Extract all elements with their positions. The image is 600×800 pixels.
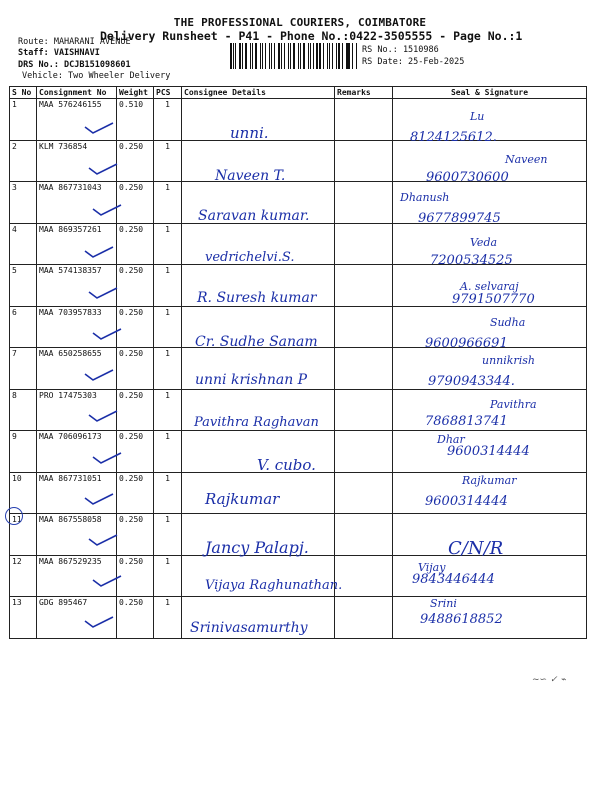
barcode-bar (313, 43, 314, 69)
runsheet-title: Delivery Runsheet - P41 - Phone No.:0422-3505555 - Page No.:1 (100, 29, 523, 43)
handwritten-signature-number: 7868813741 (425, 414, 508, 429)
col-pcs-header: PCS (154, 87, 182, 99)
row-weight: 0.250 (117, 472, 154, 514)
rs-date: RS Date: 25-Feb-2025 (362, 57, 465, 67)
check-mark-icon (92, 575, 122, 587)
handwritten-signature-number: 9600966691 (425, 336, 508, 351)
row-consignment-no: MAA 867731043 (37, 182, 117, 224)
route-text: Route: MAHARANI AVENUE (18, 37, 131, 47)
col-consignment-header: Consignment No (37, 87, 117, 99)
barcode-image (230, 43, 358, 69)
barcode-bar (329, 43, 330, 69)
row-consignment-no: MAA 574138357 (37, 265, 117, 307)
col-signature-header: Seal & Signature (393, 87, 587, 99)
handwritten-signature: unnikrish (482, 354, 535, 367)
row-remarks-cell (335, 389, 393, 431)
handwritten-signature: Lu (470, 110, 485, 123)
handwritten-signature: Dhar (437, 433, 465, 446)
row-pcs: 1 (154, 389, 182, 431)
row-sno: 10 (10, 472, 37, 514)
row-weight: 0.250 (117, 389, 154, 431)
handwritten-consignee-name: V. cubo. (257, 456, 316, 474)
row-pcs: 1 (154, 306, 182, 348)
row-remarks-cell (335, 431, 393, 473)
barcode-bar (242, 43, 243, 69)
barcode-bar (290, 43, 291, 69)
barcode-bar (250, 43, 252, 69)
handwritten-signature: Srini (430, 597, 457, 610)
handwritten-consignee-name: Naveen T. (215, 168, 286, 184)
handwritten-consignee-name: Pavithra Raghavan (194, 415, 319, 430)
row-consignment-no: GDG 895467 (37, 597, 117, 639)
row-sno: 5 (10, 265, 37, 307)
row-pcs: 1 (154, 514, 182, 556)
handwritten-consignee-name: R. Suresh kumar (197, 290, 317, 306)
row-weight: 0.250 (117, 555, 154, 597)
barcode-bar (281, 43, 282, 69)
row-pcs: 1 (154, 597, 182, 639)
row-weight: 0.250 (117, 223, 154, 265)
handwritten-signature-number: 9600730600 (426, 170, 509, 185)
handwritten-signature: Vijay (418, 561, 446, 574)
barcode-bar (260, 43, 261, 69)
row-consignment-no: MAA 869357261 (37, 223, 117, 265)
row-pcs: 1 (154, 223, 182, 265)
row-sno: 11 (10, 514, 37, 556)
row-sno: 4 (10, 223, 37, 265)
handwritten-consignee-name: Vijaya Raghunathan. (205, 578, 343, 593)
check-mark-icon (92, 328, 122, 340)
handwritten-signature-number: C/N/R (448, 538, 504, 559)
row-weight: 0.250 (117, 306, 154, 348)
row-sno: 3 (10, 182, 37, 224)
handwritten-signature: Naveen (505, 153, 548, 166)
barcode-bar (308, 43, 309, 69)
barcode-bar (293, 43, 295, 69)
row-sno: 13 (10, 597, 37, 639)
barcode-bar (274, 43, 276, 69)
drs-number: DRS No.: DCJB151098601 (18, 60, 131, 70)
barcode-bar (278, 43, 280, 69)
row-weight: 0.510 (117, 99, 154, 141)
handwritten-signature: Rajkumar (462, 474, 517, 487)
row-pcs: 1 (154, 431, 182, 473)
barcode-bar (255, 43, 257, 69)
row-pcs: 1 (154, 140, 182, 182)
handwritten-consignee-name: unni. (230, 124, 269, 142)
handwritten-signature-number: 9600314444 (425, 494, 508, 509)
row-consignment-no: KLM 736854 (37, 140, 117, 182)
col-consignee-header: Consignee Details (182, 87, 335, 99)
row-sno: 1 (10, 99, 37, 141)
barcode-bar (356, 43, 357, 69)
row-remarks-cell (335, 99, 393, 141)
handwritten-consignee-name: vedrichelvi.S. (205, 250, 295, 265)
row-consignment-no: MAA 867731051 (37, 472, 117, 514)
row-remarks-cell (335, 597, 393, 639)
row-remarks-cell (335, 472, 393, 514)
row-sno: 8 (10, 389, 37, 431)
row-remarks-cell (335, 514, 393, 556)
row-sno: 7 (10, 348, 37, 390)
barcode-bar (316, 43, 318, 69)
barcode-bar (336, 43, 338, 69)
barcode-bar (230, 43, 232, 69)
row-weight: 0.250 (117, 431, 154, 473)
barcode-bar (252, 43, 253, 69)
check-mark-icon (84, 122, 114, 134)
handwritten-signature-number: 9488618852 (420, 612, 503, 627)
check-mark-icon (88, 534, 118, 546)
row-sno: 6 (10, 306, 37, 348)
barcode-bar (303, 43, 305, 69)
handwritten-signature-number: 9790943344. (428, 374, 515, 389)
vehicle-text: Vehicle: Two Wheeler Delivery (22, 71, 171, 81)
row-pcs: 1 (154, 265, 182, 307)
row-consignment-no: PRO 17475303 (37, 389, 117, 431)
row-pcs: 1 (154, 348, 182, 390)
barcode-bar (323, 43, 324, 69)
handwritten-signature-number: 8124125612. (410, 130, 497, 145)
row-remarks-cell (335, 182, 393, 224)
row-weight: 0.250 (117, 265, 154, 307)
barcode-bar (284, 43, 285, 69)
handwritten-consignee-name: unni krishnan P (195, 372, 308, 388)
row-weight: 0.250 (117, 182, 154, 224)
barcode-bar (245, 43, 247, 69)
row-remarks-cell (335, 265, 393, 307)
row-weight: 0.250 (117, 140, 154, 182)
barcode-bar (332, 43, 333, 69)
barcode-bar (233, 43, 234, 69)
row-sno: 2 (10, 140, 37, 182)
row-pcs: 1 (154, 99, 182, 141)
row-weight: 0.250 (117, 597, 154, 639)
row-remarks-cell (335, 348, 393, 390)
handwritten-signature-number: 7200534525 (430, 253, 513, 268)
row-consignment-no: MAA 706096173 (37, 431, 117, 473)
rs-number: RS No.: 1510986 (362, 45, 439, 55)
check-mark-icon (84, 616, 114, 628)
check-mark-icon (88, 287, 118, 299)
table-header-row (10, 87, 587, 99)
barcode-bar (288, 43, 290, 69)
row-pcs: 1 (154, 182, 182, 224)
row-weight: 0.250 (117, 348, 154, 390)
barcode-bar (346, 43, 347, 69)
row-consignment-no: MAA 703957833 (37, 306, 117, 348)
row-remarks-cell (335, 223, 393, 265)
row-consignment-no: MAA 576246155 (37, 99, 117, 141)
row-consignment-no: MAA 867558058 (37, 514, 117, 556)
handwritten-signature-number: 9677899745 (418, 211, 501, 226)
barcode-bar (319, 43, 321, 69)
col-sno-header: S No (10, 87, 37, 99)
barcode-bar (352, 43, 354, 69)
barcode-bar (298, 43, 300, 69)
handwritten-signature: Veda (470, 236, 498, 249)
row-consignment-no: MAA 867529235 (37, 555, 117, 597)
row-remarks-cell (335, 140, 393, 182)
handwritten-consignee-name: Srinivasamurthy (190, 620, 308, 636)
check-mark-icon (84, 246, 114, 258)
barcode-bar (342, 43, 343, 69)
handwritten-signature-number: 9600314444 (447, 444, 530, 459)
handwritten-signature: Dhanush (400, 191, 450, 204)
barcode-bar (269, 43, 270, 69)
barcode-bar (347, 43, 349, 69)
handwritten-signature-number: 9843446444 (412, 572, 495, 587)
check-mark-icon (88, 163, 118, 175)
handwritten-signature: A. selvaraj (460, 280, 519, 293)
barcode-bar (300, 43, 301, 69)
handwritten-consignee-name: Rajkumar (205, 490, 280, 508)
check-mark-icon (92, 204, 122, 216)
handwritten-signature-number: 9791507770 (452, 292, 535, 307)
barcode-bar (310, 43, 311, 69)
handwritten-consignee-name: Cr. Sudhe Sanam (195, 334, 318, 350)
check-mark-icon (84, 493, 114, 505)
barcode-bar (271, 43, 272, 69)
barcode-bar (338, 43, 340, 69)
row-consignment-no: MAA 650258655 (37, 348, 117, 390)
row-remarks-cell (335, 555, 393, 597)
handwritten-consignee-name: Jancy Palapj. (205, 538, 309, 557)
col-remarks-header: Remarks (335, 87, 393, 99)
col-weight-header: Weight (117, 87, 154, 99)
barcode-bar (235, 43, 236, 69)
company-title: THE PROFESSIONAL COURIERS, COIMBATORE (173, 16, 427, 29)
row-sno: 12 (10, 555, 37, 597)
handwritten-signature: Pavithra (490, 398, 537, 411)
check-mark-icon (84, 369, 114, 381)
row-remarks-cell (335, 306, 393, 348)
circled-row-number (5, 507, 23, 525)
row-weight: 0.250 (117, 514, 154, 556)
row-pcs: 1 (154, 472, 182, 514)
row-sno: 9 (10, 431, 37, 473)
handwritten-consignee-name: Saravan kumar. (198, 208, 310, 224)
barcode-bar (239, 43, 241, 69)
row-pcs: 1 (154, 555, 182, 597)
margin-scribble: ~∽ ✓ ⌁ (532, 675, 566, 685)
handwritten-signature: Sudha (490, 316, 526, 329)
barcode-bar (262, 43, 263, 69)
barcode-bar (327, 43, 329, 69)
barcode-bar (265, 43, 267, 69)
check-mark-icon (92, 452, 122, 464)
staff-text: Staff: VAISHNAVI (18, 48, 100, 58)
check-mark-icon (88, 410, 118, 422)
